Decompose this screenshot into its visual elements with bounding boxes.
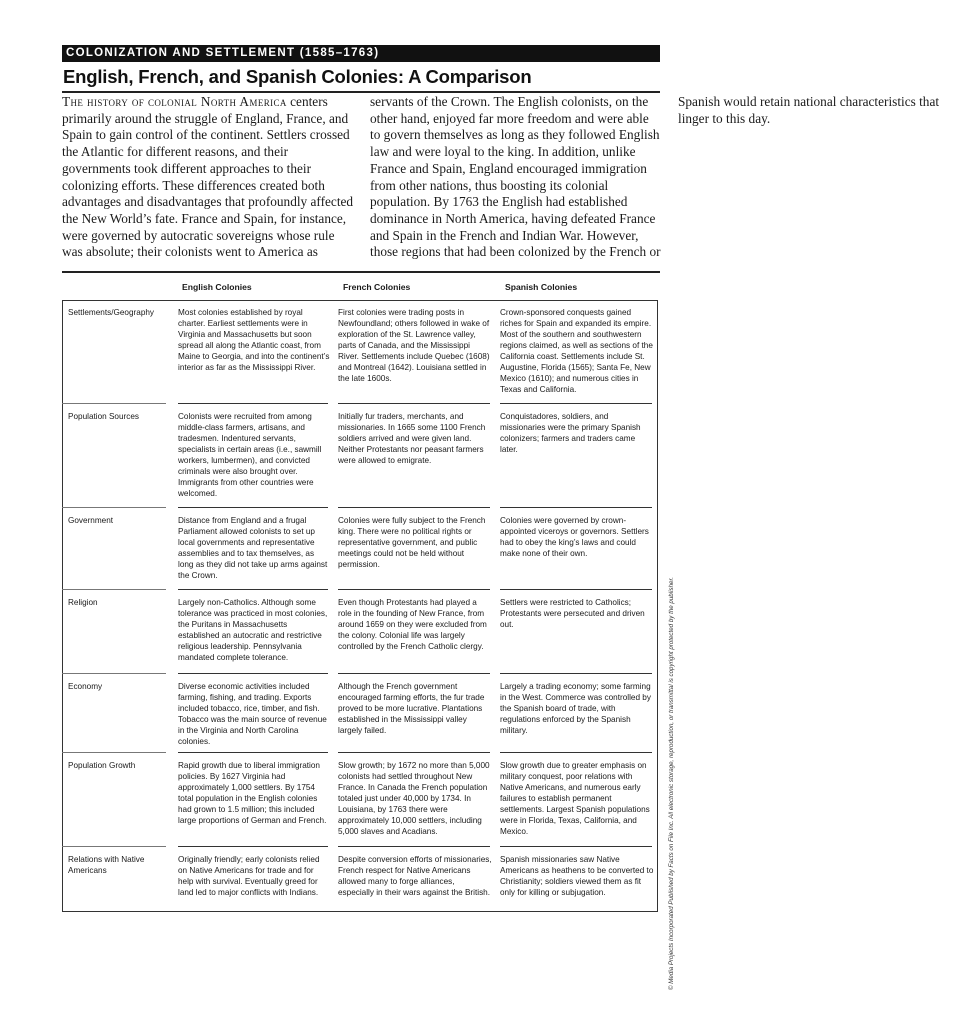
spanish-cell: Conquistadores, soldiers, and missionaries were the primary Spanish colonizers; farmers and traders came later.	[496, 404, 658, 508]
table-row	[62, 508, 658, 590]
intro-text: centers primarily around the struggle of England, France, and Spain to gain control of the continent. Settlers crossed the Atlantic for different reasons, and their governments took different approaches to their colonizing efforts. These differences created both advantages and disadvantages that profoundly affected the New World’s fate. France and Spain, for instance, were governed by autocratic sovereigns whose rule was absolute; their colonists went to America as servants of the Crown. The English colonists, on the other hand, enjoyed far more freedom and were able to govern themselves as long as they followed English law and were loyal to the king. In addition, unlike France and Spain, England encouraged immigration from other nations, thus boosting its colonial population. By 1763 the English had established dominance in North America, having defeated France and Spain in the French and Indian War. However, those regions that had been colonized by the French or Spanish would retain national characteristics that linger to this day.	[62, 94, 940, 260]
spanish-cell: Spanish missionaries saw Native Americans as heathens to be converted to Christianity; soldiers viewed them as fit only for killing or subjugation.	[500, 855, 654, 897]
spanish-cell: Slow growth due to greater emphasis on military conquest, poor relations with Native Americans, and numerous early failures to establish permanent settlements. Largest Spanish populations were in Florida, Texas, California, and Mexico.	[496, 753, 658, 847]
table-row	[62, 674, 658, 753]
title-divider	[62, 91, 660, 93]
row-label: Population Sources	[62, 404, 174, 508]
english-cell: Rapid growth due to liberal immigration policies. By 1627 Virginia had approximately 1,000 settlers. By 1754 total population in the English colonies had grown to 1.5 million; this included large proportions of German and French.	[174, 753, 334, 847]
column-header-english: English Colonies	[182, 282, 252, 292]
row-label: Settlements/Geography	[62, 300, 174, 404]
intro-lead: The history of colonial North America	[62, 94, 287, 109]
english-cell: Largely non-Catholics. Although some tolerance was practiced in most colonies, the Puritans in Massachusetts established an autocratic and restrictive religious leadership. Pennsylvania mandated complete tolerance.	[174, 590, 334, 674]
english-cell: Diverse economic activities included farming, fishing, and trading. Exports included tobacco, rice, timber, and fish. Tobacco was the main source of revenue in the Virginia and North Carolina colonies.	[174, 674, 334, 753]
intro-paragraph	[62, 94, 940, 266]
english-cell: Most colonies established by royal charter. Earliest settlements were in Virginia and Massachusetts but soon spread all along the Atlantic coast, from Maine to Georgia, and into the continent’s interior as far as the Mississippi River.	[174, 300, 334, 404]
row-label: Economy	[62, 674, 174, 753]
french-cell: First colonies were trading posts in Newfoundland; others followed in wake of exploration of the St. Lawrence valley, parts of Canada, and the Mississippi River. Settlements include Quebec (1608) and Montreal (1642). Louisiana settled in the late 1600s.	[334, 300, 496, 404]
table-row	[62, 753, 658, 847]
copyright-notice: © Media Projects Incorporated Published by Facts on File Inc. All electronic storage, reproduction, or transmittal is copyright protected by the publisher.	[668, 576, 675, 990]
table-row	[62, 300, 658, 404]
french-cell: Initially fur traders, merchants, and missionaries. In 1665 some 1100 French soldiers arrived and were given land. Neither Protestants nor peasant farmers were allowed to emigrate.	[334, 404, 496, 508]
french-cell: Colonies were fully subject to the French king. There were no political rights or representative government, and public meetings could not be held without permission.	[334, 508, 496, 590]
spanish-cell: Largely a trading economy; some farming in the West. Commerce was controlled by the Spanish board of trade, with regulations enforced by the Spanish military.	[496, 674, 658, 753]
table-row	[62, 847, 658, 913]
table-top-divider	[62, 271, 660, 273]
row-label: Relations with Native Americans	[68, 855, 145, 875]
french-cell: Slow growth; by 1672 no more than 5,000 colonists had settled throughout New France. In Canada the French population totaled just under 40,000 by 1734. In Louisiana, by 1763 there were approximately 10,000 settlers, including 5,000 slaves and Acadians.	[334, 753, 496, 847]
spanish-cell: Settlers were restricted to Catholics; Protestants were persecuted and driven out.	[496, 590, 658, 674]
page-title: English, French, and Spanish Colonies: A Comparison	[63, 66, 532, 87]
french-cell: Despite conversion efforts of missionaries, French respect for Native Americans allowed many to forge alliances, especially in their wars against the British.	[338, 855, 492, 897]
row-label: Government	[62, 508, 174, 590]
row-label: Religion	[62, 590, 174, 674]
french-cell: Although the French government encouraged farming efforts, the fur trade proved to be more lucrative. Plantations established in the Mississippi valley largely failed.	[334, 674, 496, 753]
spanish-cell: Colonies were governed by crown-appointed viceroys or governors. Settlers had to obey the king’s laws and could make none of their own.	[496, 508, 658, 590]
english-cell: Distance from England and a frugal Parliament allowed colonists to set up local governments and representative assemblies and to tax themselves, as long as they did not take up arms against the Crown.	[174, 508, 334, 590]
comparison-table	[62, 300, 658, 913]
section-label: COLONIZATION AND SETTLEMENT (1585–1763)	[62, 45, 660, 62]
table-row	[62, 404, 658, 508]
table-column-headers	[62, 282, 662, 296]
row-label: Population Growth	[62, 753, 174, 847]
column-header-spanish: Spanish Colonies	[505, 282, 578, 292]
french-cell: Even though Protestants had played a role in the founding of New France, from around 1659 on they were excluded from the colony. Colonial life was largely controlled by the French Catholic clergy.	[334, 590, 496, 674]
table-row	[62, 590, 658, 674]
spanish-cell: Crown-sponsored conquests gained riches for Spain and expanded its empire. Most of the southern and southwestern regions claimed, as well as sections of the California coast. Settlements include St. Augustine, Florida (1565); Santa Fe, New Mexico (1610); and numerous cities in Texas and California.	[496, 300, 658, 404]
english-cell: Colonists were recruited from among middle-class farmers, artisans, and tradesmen. Indentured servants, specialists in certain areas (i.e., sawmill workers, lumbermen), and convicted criminals were also brought over. Immigrants from other countries were welcomed.	[174, 404, 334, 508]
column-header-french: French Colonies	[343, 282, 411, 292]
english-cell: Originally friendly; early colonists relied on Native Americans for trade and for help with survival. Eventually greed for land led to major conflicts with Indians.	[178, 855, 320, 897]
